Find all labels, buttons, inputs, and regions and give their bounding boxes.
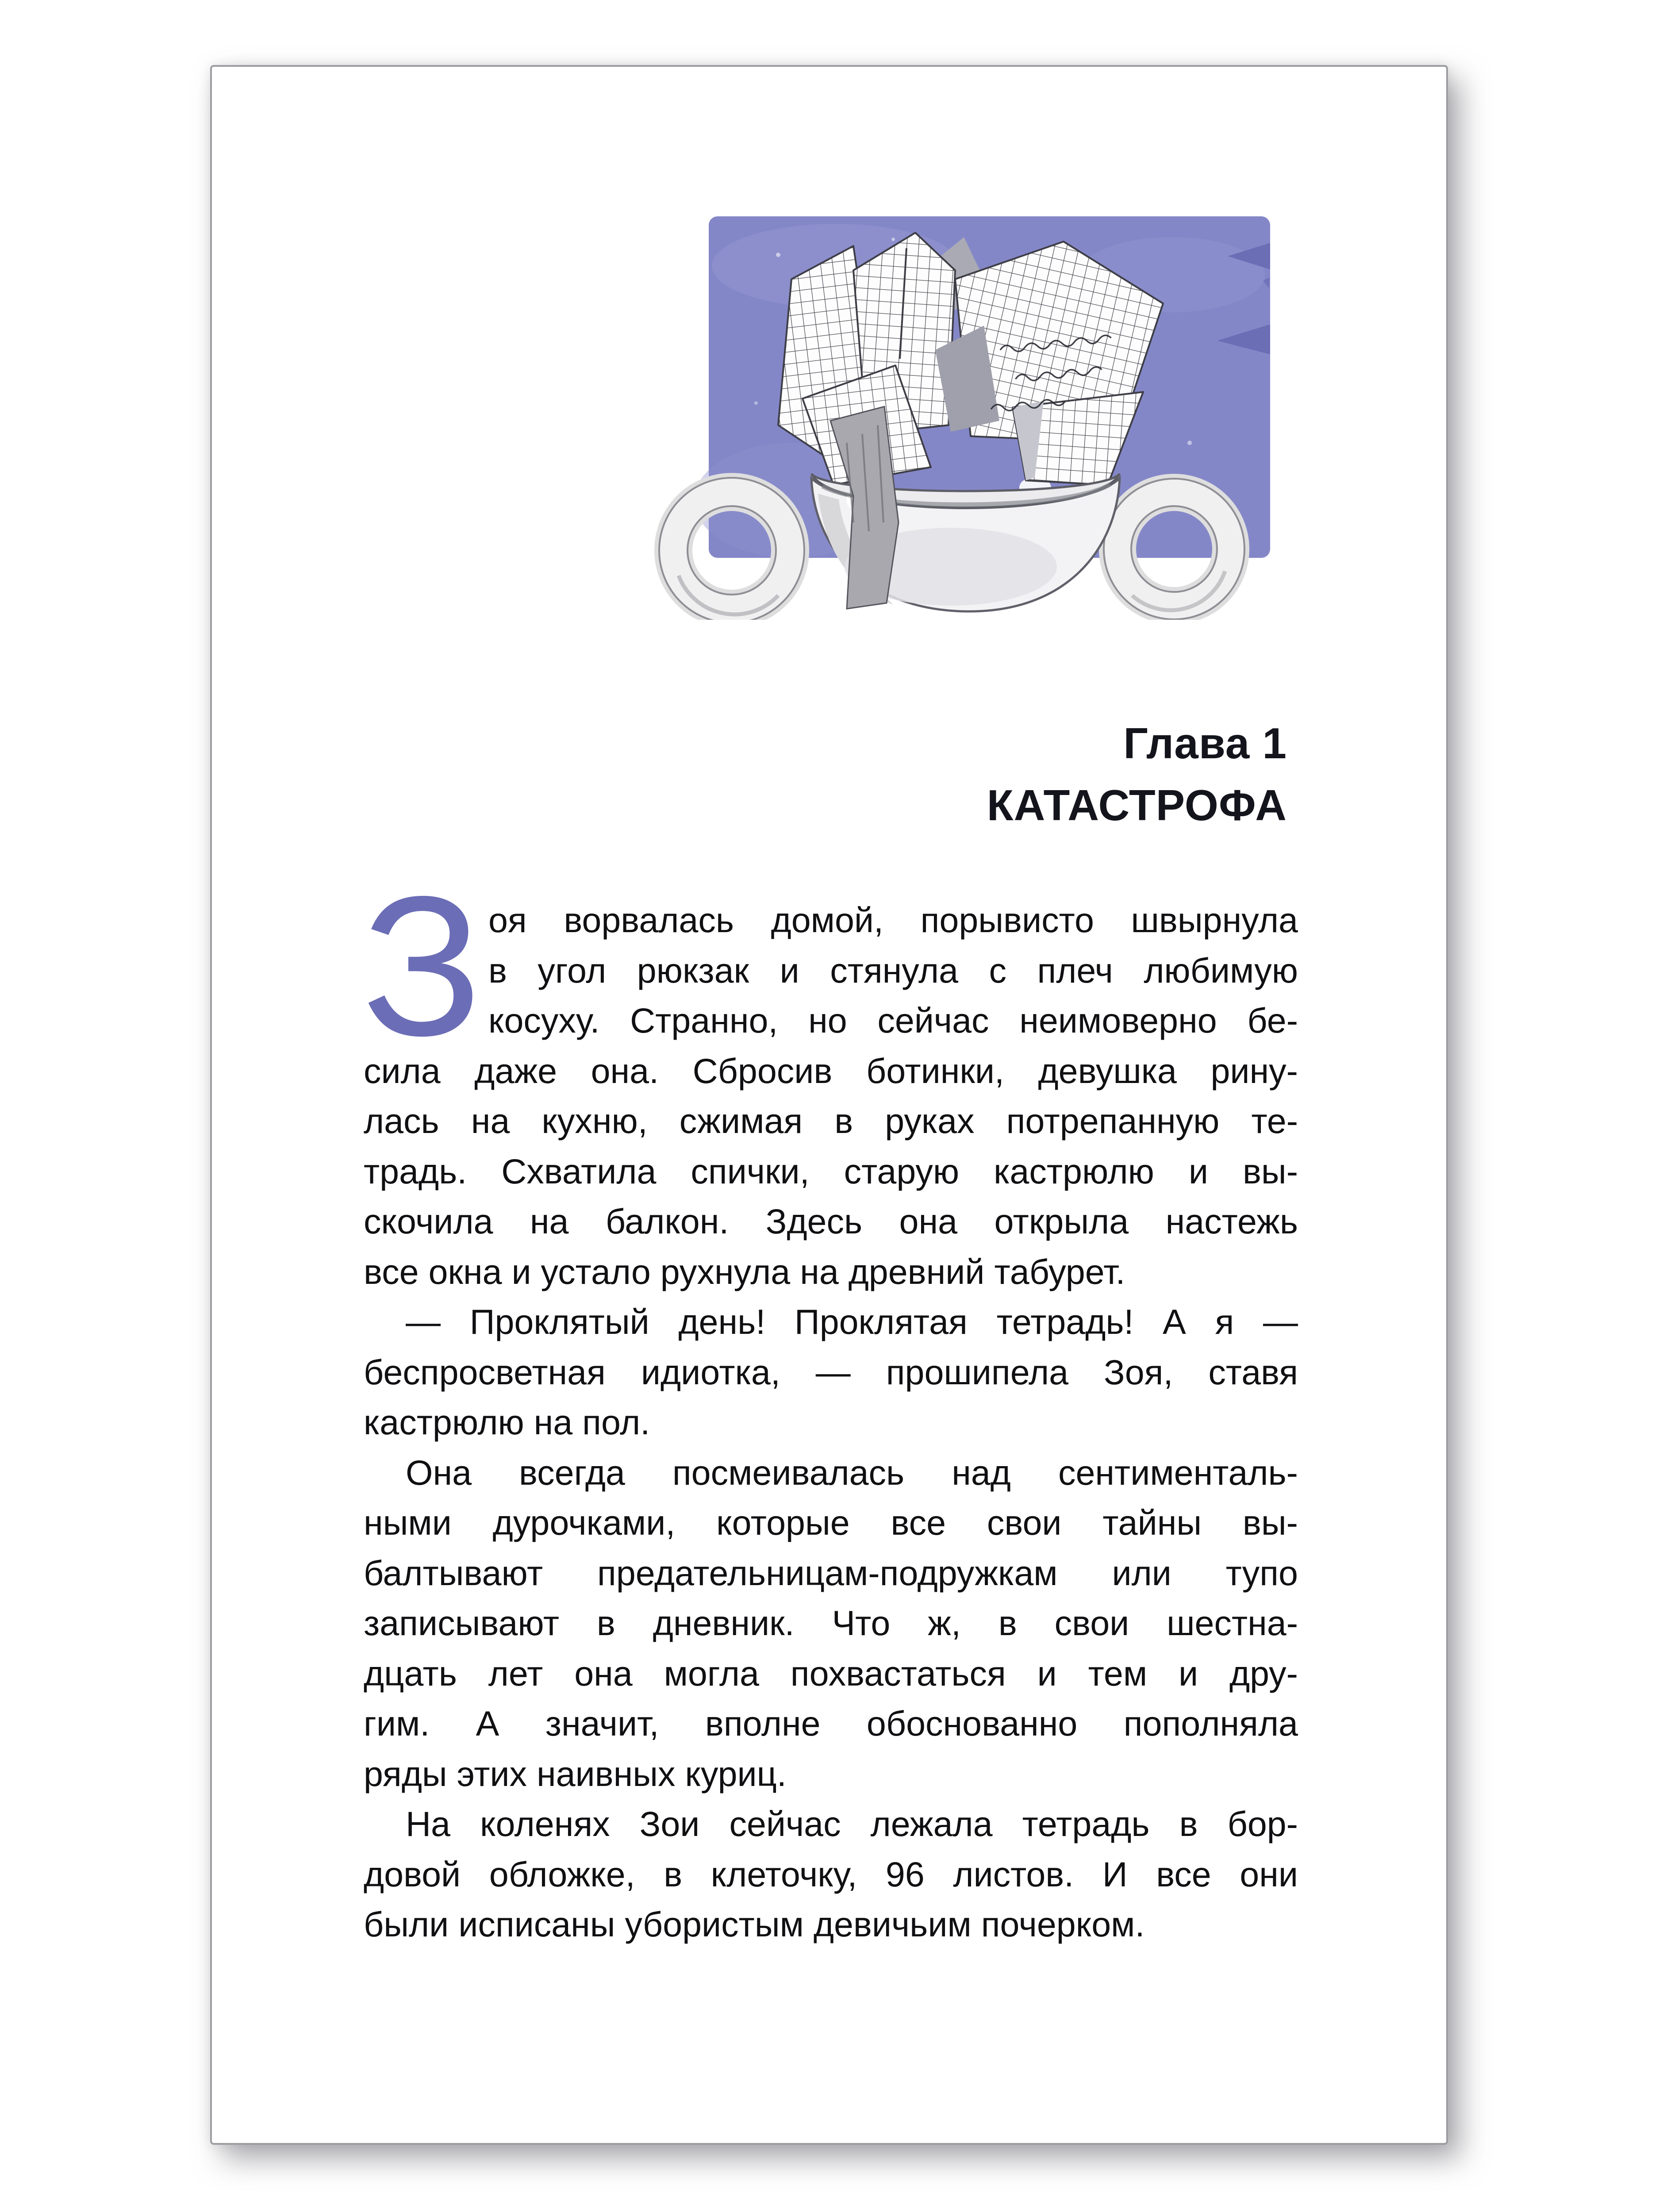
text-line: На коленях Зои сейчас лежала тетрадь в бор- [406,1804,1298,1843]
text-line: в угол рюкзак и стянула с плеч любимую [488,950,1298,990]
text-line: ряды этих наивных куриц. [364,1754,787,1793]
text-line: — Проклятый день! Проклятая тетрадь! А я — [406,1302,1298,1341]
text-line: были исписаны убористым девичьим почерком. [364,1905,1145,1944]
text-line: косуху. Странно, но сейчас неимоверно бе- [488,1001,1298,1040]
text-line: Она всегда посмеивалась над сентименталь- [406,1452,1298,1492]
text-line: записывают в дневник. Что ж, в свои шестна- [364,1603,1298,1643]
text-flow [362,855,1298,1950]
text-line: лась на кухню, сжимая в руках потрепанную те- [364,1101,1298,1141]
text-line: сила даже она. Сбросив ботинки, девушка рину- [364,1051,1298,1091]
chapter-heading [364,712,1287,836]
text-line: беспросветная идиотка, — прошипела Зоя, ставя [364,1352,1298,1392]
text-line: дцать лет она могла похвастаться и тем и дру- [364,1653,1298,1693]
text-line: ными дурочками, которые все свои тайны вы- [364,1503,1298,1542]
book-page [210,65,1448,2145]
text-line: скочила на балкон. Здесь она открыла настежь [364,1202,1298,1241]
saucepan-illustration [645,213,1362,620]
drop-cap: З [362,855,482,1077]
text-line: оя ворвалась домой, порывисто швырнула [488,900,1298,940]
text-line: балтывают предательницам-подружкам или тупо [364,1553,1298,1593]
chapter-title: КАТАСТРОФА [987,781,1287,830]
text-line: довой обложке, в клеточку, 96 листов. И все они [364,1854,1298,1894]
text-line: традь. Схватила спички, старую кастрюлю и вы- [364,1151,1298,1191]
chapter-label: Глава 1 [1123,719,1287,768]
text-line: кастрюлю на пол. [364,1402,650,1442]
text-line: все окна и устало рухнула на древний табурет. [364,1252,1125,1291]
text-line: гим. А значит, вполне обоснованно пополняла [364,1704,1298,1743]
